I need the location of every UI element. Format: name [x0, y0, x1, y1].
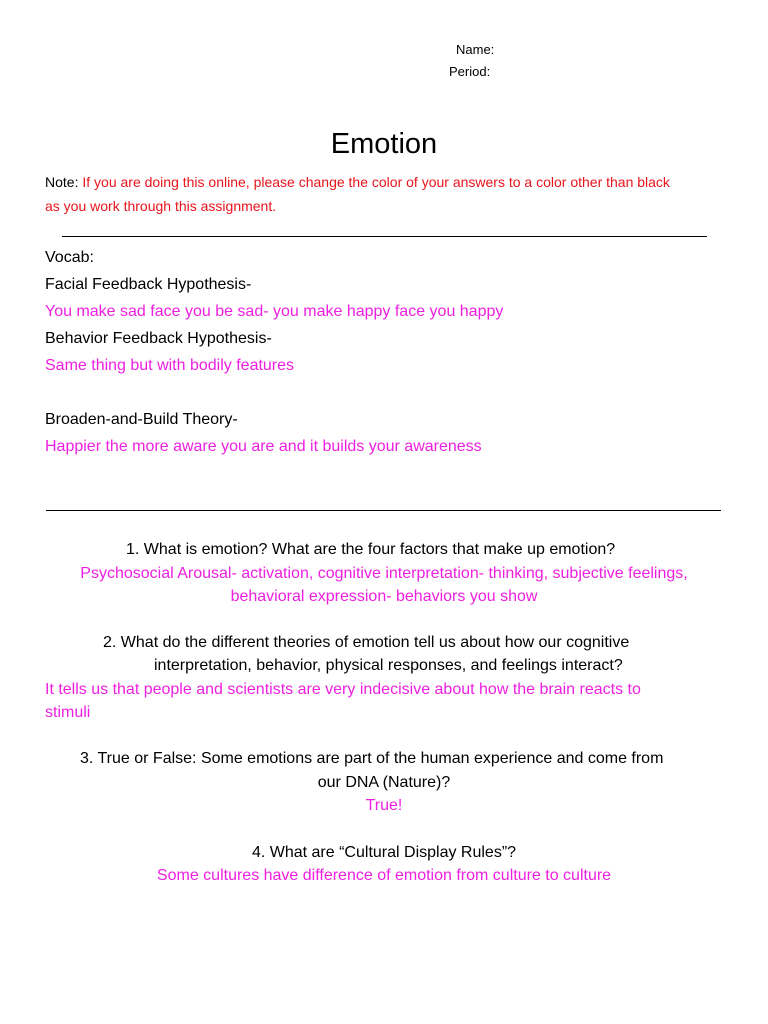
question-3-line-1: 3. True or False: Some emotions are part of the human experience and come from	[80, 750, 664, 767]
question-3-line-2: our DNA (Nature)?	[317, 774, 451, 791]
question-4: 4. What are “Cultural Display Rules”?	[251, 844, 517, 861]
question-1: 1. What is emotion? What are the four factors that make up emotion?	[126, 541, 616, 558]
answer-3: True!	[365, 797, 403, 814]
answer-2-line-2: stimuli	[45, 704, 91, 721]
vocab-term-behavior: Behavior Feedback Hypothesis-	[45, 330, 272, 347]
vocab-answer-broaden: Happier the more aware you are and it builds your awareness	[45, 438, 482, 455]
note-text-1: If you are doing this online, please change the color of your answers to a color other than black	[82, 174, 670, 190]
vocab-heading: Vocab:	[45, 249, 94, 266]
period-label: Period:	[449, 64, 491, 79]
vocab-term-broaden: Broaden-and-Build Theory-	[45, 411, 238, 428]
name-label: Name:	[456, 42, 495, 57]
divider-top	[62, 236, 707, 237]
page-title: Emotion	[330, 128, 438, 160]
note-text-2: as you work through this assignment.	[45, 198, 277, 214]
vocab-answer-facial: You make sad face you be sad- you make happy face you happy	[45, 303, 504, 320]
divider-middle	[46, 510, 721, 511]
answer-1-line-1: Psychosocial Arousal- activation, cognitive interpretation- thinking, subjective feelings,	[80, 565, 688, 582]
vocab-answer-behavior: Same thing but with bodily features	[45, 357, 295, 374]
note-label: Note:	[45, 174, 83, 190]
question-2-line-1: 2. What do the different theories of emotion tell us about how our cognitive	[103, 634, 630, 651]
answer-2-line-1: It tells us that people and scientists are very indecisive about how the brain reacts to	[45, 681, 641, 698]
question-2-line-2: interpretation, behavior, physical responses, and feelings interact?	[154, 657, 623, 674]
answer-4: Some cultures have difference of emotion from culture to culture	[156, 867, 612, 884]
vocab-term-facial: Facial Feedback Hypothesis-	[45, 276, 252, 293]
answer-1-line-2: behavioral expression- behaviors you show	[230, 588, 538, 605]
note-line-1	[45, 174, 670, 190]
